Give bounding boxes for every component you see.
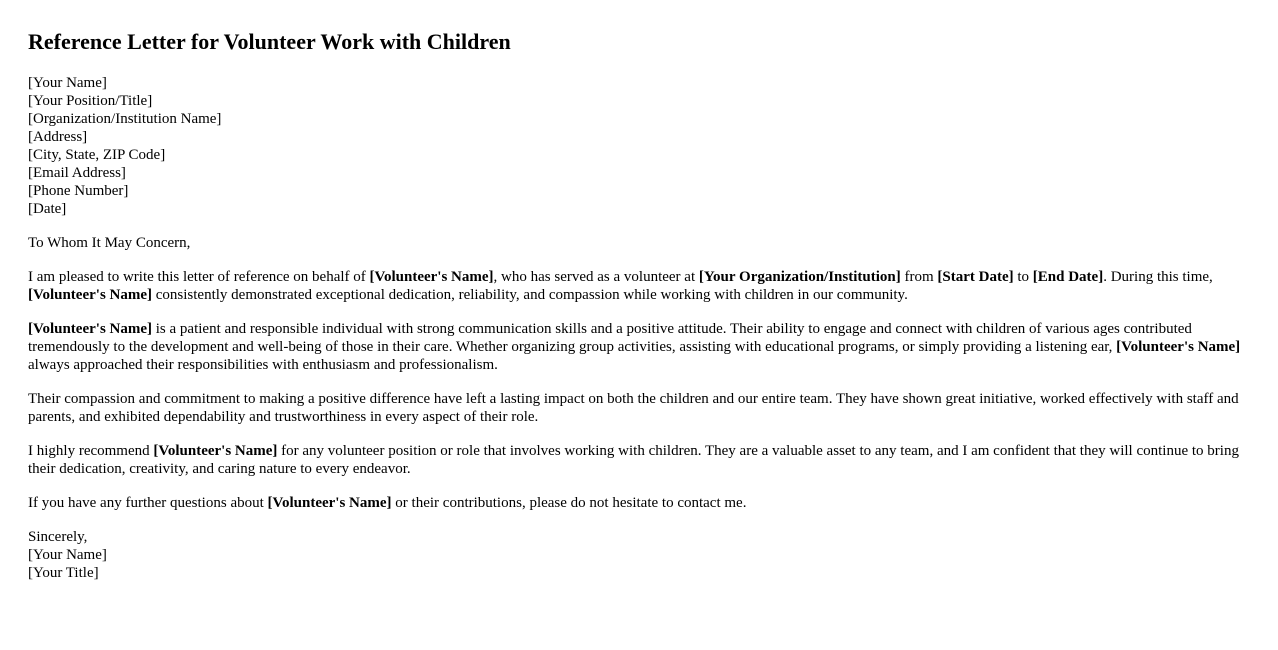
- sender-position: [Your Position/Title]: [28, 93, 153, 109]
- paragraph-text: . During this time,: [1103, 269, 1213, 285]
- paragraph-text: consistently demonstrated exceptional dedication, reliability, and compassion while working with children in our community.: [152, 287, 908, 303]
- letter: [28, 27, 1243, 598]
- letter-date: [Date]: [28, 201, 67, 217]
- paragraph-text: or their contributions, please do not hesitate to contact me.: [391, 495, 747, 511]
- end-date-placeholder: [End Date]: [1032, 269, 1104, 285]
- closing-block: [28, 528, 1243, 582]
- paragraph-contact: [28, 494, 1243, 512]
- paragraph-text: I highly recommend: [28, 443, 154, 459]
- organization-placeholder: [Your Organization/Institution]: [698, 269, 901, 285]
- paragraph-text: to: [1013, 269, 1033, 285]
- paragraph-qualities: [28, 320, 1243, 374]
- volunteer-name-placeholder: [Volunteer's Name]: [153, 443, 278, 459]
- volunteer-name-placeholder: [Volunteer's Name]: [28, 287, 153, 303]
- letter-title: Reference Letter for Volunteer Work with Children: [28, 29, 511, 54]
- signer-title: [Your Title]: [28, 565, 99, 581]
- sender-block: [28, 74, 1243, 218]
- paragraph-text: , who has served as a volunteer at: [493, 269, 699, 285]
- paragraph-text: is a patient and responsible individual with strong communication skills and a positive attitude. Their ability to engage and connect with children of various ages contributed tremendously to the development and well-being of those in their care. Whether organizing group activities, assisting with educational programs, or simply providing a listening ear,: [28, 321, 1192, 355]
- paragraph-recommendation: [28, 442, 1243, 478]
- sender-city-state-zip: [City, State, ZIP Code]: [28, 147, 166, 163]
- paragraph-introduction: [28, 268, 1243, 304]
- volunteer-name-placeholder: [Volunteer's Name]: [28, 321, 153, 337]
- sender-name: [Your Name]: [28, 75, 107, 91]
- paragraph-text: Their compassion and commitment to making a positive difference have left a lasting impact on both the children and our entire team. They have shown great initiative, worked effectively with staff and parents, and exhibited dependability and trustworthiness in every aspect of their role.: [28, 391, 1239, 425]
- valediction: Sincerely,: [28, 529, 88, 545]
- start-date-placeholder: [Start Date]: [937, 269, 1014, 285]
- paragraph-text: always approached their responsibilities with enthusiasm and professionalism.: [28, 357, 498, 373]
- sender-address: [Address]: [28, 129, 88, 145]
- paragraph-text: for any volunteer position or role that involves working with children. They are a valuable asset to any team, and I am confident that they will continue to bring their dedication, creativity, and caring nature to every endeavor.: [28, 443, 1239, 477]
- signer-name: [Your Name]: [28, 547, 107, 563]
- paragraph-impact: [28, 390, 1243, 426]
- paragraph-text: I am pleased to write this letter of reference on behalf of: [28, 269, 370, 285]
- volunteer-name-placeholder: [Volunteer's Name]: [1116, 339, 1241, 355]
- sender-email: [Email Address]: [28, 165, 126, 181]
- salutation: To Whom It May Concern,: [28, 235, 191, 251]
- sender-phone: [Phone Number]: [28, 183, 129, 199]
- volunteer-name-placeholder: [Volunteer's Name]: [369, 269, 494, 285]
- paragraph-text: from: [900, 269, 938, 285]
- paragraph-text: If you have any further questions about: [28, 495, 268, 511]
- volunteer-name-placeholder: [Volunteer's Name]: [267, 495, 392, 511]
- sender-organization: [Organization/Institution Name]: [28, 111, 222, 127]
